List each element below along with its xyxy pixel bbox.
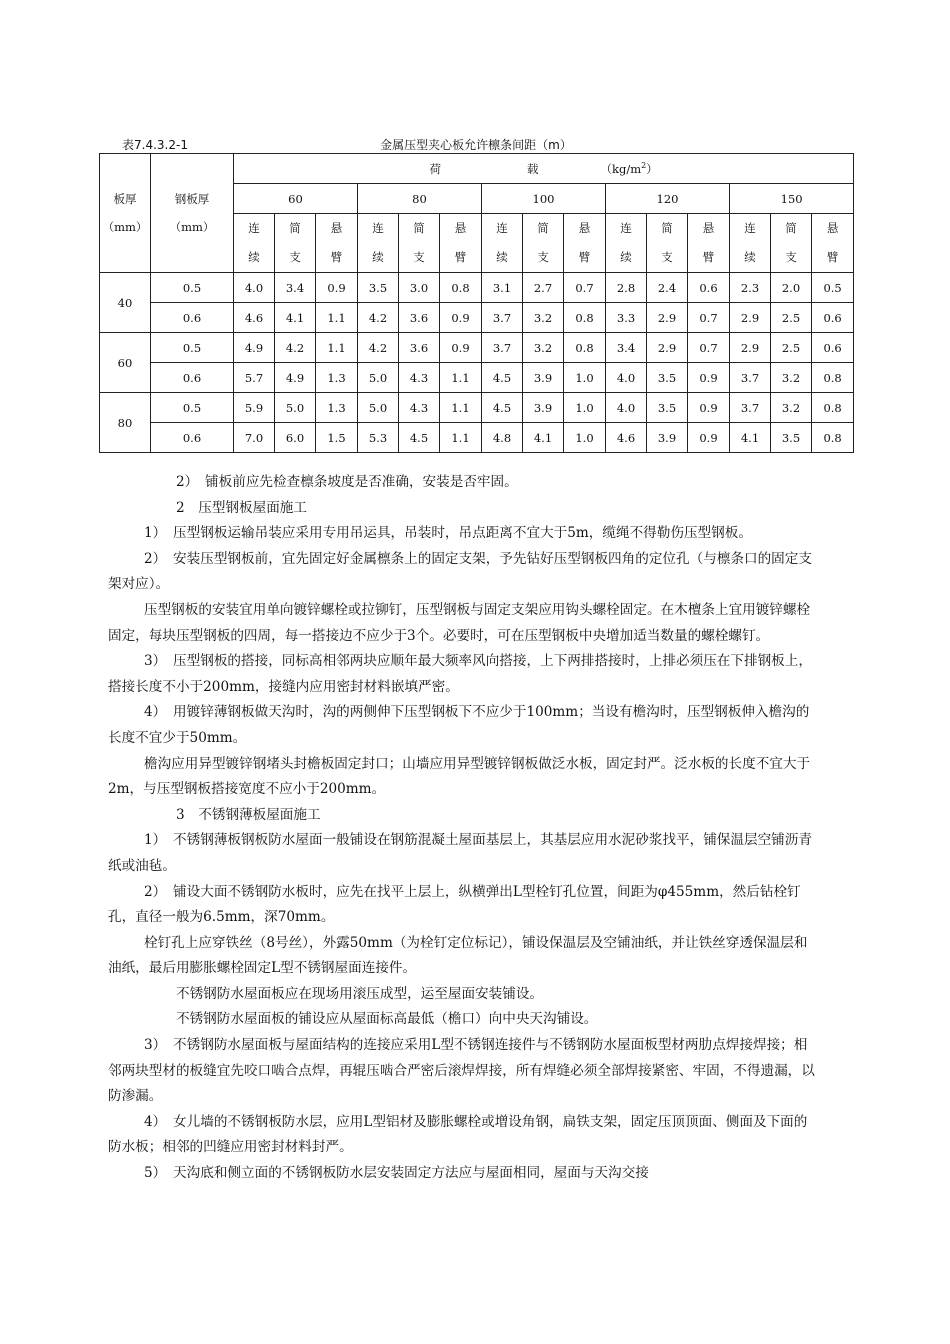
- paragraph: 1） 不锈钢薄板钢板防水屋面一般铺设在钢筋混凝土屋面基层上，其基层应用水泥砂浆找平，铺保温层空铺沥青纸或油毡。: [108, 832, 812, 874]
- spacing-value-cell: 4.6: [234, 303, 275, 333]
- sub-header: 悬 臂: [812, 214, 854, 273]
- spacing-value-cell: 3.7: [482, 333, 523, 363]
- spacing-value-cell: 5.0: [358, 393, 399, 423]
- spacing-value-cell: 3.5: [647, 363, 688, 393]
- spacing-value-cell: 3.9: [647, 423, 688, 453]
- steel-thickness-cell: 0.6: [151, 303, 234, 333]
- table-number: 表7.4.3.2-1: [122, 138, 188, 152]
- spacing-value-cell: 5.9: [234, 393, 275, 423]
- table-caption: [100, 136, 852, 152]
- paragraph: 4） 女儿墙的不锈钢板防水层，应用L型铝材及膨胀螺栓或增设角钢，扁铁支架，固定压顶顶面、侧面及下面的防水板；相邻的凹缝应用密封材料封严。: [108, 1113, 808, 1156]
- load-header-80: 80: [358, 184, 482, 214]
- spacing-value-cell: 4.9: [275, 363, 316, 393]
- spacing-value-cell: 1.3: [316, 363, 358, 393]
- spacing-value-cell: 0.7: [688, 333, 730, 363]
- spacing-value-cell: 7.0: [234, 423, 275, 453]
- spacing-value-cell: 2.4: [647, 273, 688, 303]
- spacing-value-cell: 3.2: [771, 393, 812, 423]
- spacing-value-cell: 3.6: [399, 303, 440, 333]
- spacing-value-cell: 1.1: [440, 393, 482, 423]
- spacing-value-cell: 1.1: [316, 303, 358, 333]
- spacing-value-cell: 4.5: [399, 423, 440, 453]
- spacing-value-cell: 4.2: [358, 333, 399, 363]
- spacing-value-cell: 0.5: [812, 273, 854, 303]
- spacing-value-cell: 1.0: [564, 423, 606, 453]
- body-text: [108, 470, 820, 1187]
- spacing-value-cell: 1.5: [316, 423, 358, 453]
- spacing-value-cell: 3.9: [523, 393, 564, 423]
- spacing-value-cell: 0.9: [440, 303, 482, 333]
- sub-header: 连 续: [358, 214, 399, 273]
- spacing-value-cell: 4.0: [234, 273, 275, 303]
- spacing-value-cell: 0.9: [440, 333, 482, 363]
- spacing-value-cell: 4.8: [482, 423, 523, 453]
- sub-header: 简 支: [647, 214, 688, 273]
- spacing-value-cell: 0.8: [812, 423, 854, 453]
- spacing-value-cell: 0.9: [688, 363, 730, 393]
- steel-thickness-cell: 0.5: [151, 393, 234, 423]
- paragraph: 栓钉孔上应穿铁丝（8号丝），外露50mm（为栓钉定位标记），铺设保温层及空铺油纸，并让铁丝穿透保温层和油纸，最后用膨胀螺栓固定L型不锈钢屋面连接件。: [108, 934, 808, 977]
- spacing-value-cell: 2.9: [730, 303, 771, 333]
- sub-header: 简 支: [275, 214, 316, 273]
- spacing-value-cell: 4.5: [482, 363, 523, 393]
- spacing-value-cell: 3.5: [647, 393, 688, 423]
- sub-header: 简 支: [523, 214, 564, 273]
- load-header-120: 120: [606, 184, 730, 214]
- spacing-value-cell: 4.3: [399, 393, 440, 423]
- sub-header: 悬 臂: [440, 214, 482, 273]
- table-row: [100, 363, 854, 393]
- header-steel-thickness: 钢板厚 （mm）: [151, 154, 234, 273]
- paragraph: 不锈钢防水屋面板应在现场用滚压成型，运至屋面安装铺设。: [176, 985, 544, 1002]
- table-row: [100, 273, 854, 303]
- spacing-value-cell: 1.1: [440, 363, 482, 393]
- spacing-value-cell: 0.6: [812, 333, 854, 363]
- spacing-value-cell: 3.0: [399, 273, 440, 303]
- paragraph: 3） 不锈钢防水屋面板与屋面结构的连接应采用L型不锈钢连接件与不锈钢防水屋面板型材两肋点焊接焊接；相邻两块型材的板缝宜先咬口啮合点焊，再辊压啮合严密后滚焊焊接，所有焊缝必须全部焊接紧密、牢固，不得遗漏，以防渗漏。: [108, 1037, 815, 1105]
- paragraph: 2） 铺板前应先检查檩条坡度是否准确，安装是否牢固。: [176, 474, 518, 490]
- spacing-value-cell: 0.8: [812, 363, 854, 393]
- spacing-value-cell: 2.9: [647, 303, 688, 333]
- spacing-value-cell: 2.9: [730, 333, 771, 363]
- header-board-thickness: 板厚 （mm）: [100, 154, 151, 273]
- sub-header: 连 续: [234, 214, 275, 273]
- spacing-value-cell: 6.0: [275, 423, 316, 453]
- spacing-value-cell: 3.7: [482, 303, 523, 333]
- paragraph: 不锈钢防水屋面板的铺设应从屋面标高最低（檐口）向中央天沟铺设。: [176, 1011, 598, 1028]
- paragraph: 4） 用镀锌薄钢板做天沟时，沟的两侧伸下压型钢板下不应少于100mm；当设有檐沟时，压型钢板伸入檐沟的长度不宜少于50mm。: [108, 704, 810, 746]
- spacing-value-cell: 3.7: [730, 393, 771, 423]
- spacing-value-cell: 1.1: [316, 333, 358, 363]
- spacing-value-cell: 0.7: [688, 303, 730, 333]
- spacing-value-cell: 0.9: [688, 393, 730, 423]
- spacing-value-cell: 4.6: [606, 423, 647, 453]
- paragraph: 2） 安装压型钢板前，宜先固定好金属檩条上的固定支架，予先钻好压型钢板四角的定位孔（与檩条口的固定支架对应）。: [108, 550, 812, 593]
- sub-header: 连 续: [730, 214, 771, 273]
- spacing-value-cell: 2.7: [523, 273, 564, 303]
- spacing-value-cell: 0.9: [688, 423, 730, 453]
- spacing-value-cell: 3.5: [771, 423, 812, 453]
- sub-header: 连 续: [606, 214, 647, 273]
- spacing-value-cell: 0.6: [812, 303, 854, 333]
- spacing-value-cell: 4.1: [523, 423, 564, 453]
- table-title: 金属压型夹心板允许檩条间距（m）: [380, 138, 572, 152]
- spacing-value-cell: 4.1: [730, 423, 771, 453]
- spacing-value-cell: 2.9: [647, 333, 688, 363]
- spacing-value-cell: 0.7: [564, 273, 606, 303]
- spacing-value-cell: 4.0: [606, 393, 647, 423]
- paragraph: 檐沟应用异型镀锌钢堵头封檐板固定封口；山墙应用异型镀锌钢板做泛水板，固定封严。泛水板的长度不宜大于2m，与压型钢板搭接宽度不应小于200mm。: [108, 755, 811, 798]
- spacing-value-cell: 2.0: [771, 273, 812, 303]
- spacing-value-cell: 3.4: [275, 273, 316, 303]
- spacing-value-cell: 4.1: [275, 303, 316, 333]
- spacing-value-cell: 4.2: [358, 303, 399, 333]
- spacing-value-cell: 1.0: [564, 363, 606, 393]
- spacing-value-cell: 5.0: [275, 393, 316, 423]
- spacing-value-cell: 5.0: [358, 363, 399, 393]
- spacing-value-cell: 4.3: [399, 363, 440, 393]
- sub-header: 悬 臂: [688, 214, 730, 273]
- header-load: 荷 载 （kg/m2）: [234, 154, 854, 184]
- steel-thickness-cell: 0.6: [151, 423, 234, 453]
- spacing-value-cell: 2.5: [771, 333, 812, 363]
- spacing-value-cell: 4.9: [234, 333, 275, 363]
- spacing-value-cell: 5.7: [234, 363, 275, 393]
- table-row: [100, 393, 854, 423]
- paragraph: 压型钢板的安装宜用单向镀锌螺栓或拉铆钉，压型钢板与固定支架应用钩头螺栓固定。在木檀条上宜用镀锌螺栓固定，每块压型钢板的四周，每一搭接边不应少于3个。必要时，可在压型钢板中央增加适当数量的螺栓螺钉。: [108, 601, 811, 644]
- spacing-value-cell: 3.2: [523, 303, 564, 333]
- steel-thickness-cell: 0.5: [151, 273, 234, 303]
- spacing-value-cell: 2.5: [771, 303, 812, 333]
- table-row: [100, 303, 854, 333]
- spacing-value-cell: 1.0: [564, 393, 606, 423]
- spacing-value-cell: 3.6: [399, 333, 440, 363]
- spacing-value-cell: 3.5: [358, 273, 399, 303]
- paragraph: 3） 压型钢板的搭接，同标高相邻两块应顺年最大频率风向搭接，上下两排搭接时，上排必须压在下排钢板上，搭接长度不小于200mm，接缝内应用密封材料嵌填严密。: [108, 653, 812, 695]
- spacing-value-cell: 0.8: [564, 303, 606, 333]
- load-header-150: 150: [730, 184, 854, 214]
- spacing-value-cell: 4.0: [606, 363, 647, 393]
- spacing-value-cell: 0.6: [688, 273, 730, 303]
- spacing-value-cell: 0.8: [440, 273, 482, 303]
- spacing-value-cell: 3.4: [606, 333, 647, 363]
- sub-header: 连 续: [482, 214, 523, 273]
- spacing-value-cell: 3.3: [606, 303, 647, 333]
- spacing-value-cell: 4.5: [482, 393, 523, 423]
- spacing-value-cell: 1.1: [440, 423, 482, 453]
- board-thickness-cell: 80: [100, 393, 151, 453]
- spacing-value-cell: 2.8: [606, 273, 647, 303]
- spacing-value-cell: 2.3: [730, 273, 771, 303]
- steel-thickness-cell: 0.6: [151, 363, 234, 393]
- spacing-table: [99, 153, 854, 453]
- spacing-value-cell: 5.3: [358, 423, 399, 453]
- spacing-value-cell: 0.9: [316, 273, 358, 303]
- sub-header: 悬 臂: [316, 214, 358, 273]
- spacing-value-cell: 3.7: [730, 363, 771, 393]
- paragraph: 2 压型钢板屋面施工: [176, 499, 307, 516]
- paragraph: 5） 天沟底和侧立面的不锈钢板防水层安装固定方法应与屋面相同，屋面与天沟交接: [144, 1165, 649, 1182]
- load-header-60: 60: [234, 184, 358, 214]
- table-row: [100, 333, 854, 363]
- sub-header: 简 支: [399, 214, 440, 273]
- spacing-value-cell: 3.1: [482, 273, 523, 303]
- spacing-value-cell: 3.2: [523, 333, 564, 363]
- spacing-value-cell: 1.3: [316, 393, 358, 423]
- paragraph: 2） 铺设大面不锈钢防水板时，应先在找平上层上，纵横弹出L型栓钉孔位置，间距为φ455mm，然后钻栓钉孔，直径一般为6.5mm，深70mm。: [108, 883, 801, 926]
- spacing-value-cell: 3.9: [523, 363, 564, 393]
- spacing-value-cell: 3.2: [771, 363, 812, 393]
- spacing-value-cell: 0.8: [812, 393, 854, 423]
- spacing-value-cell: 4.2: [275, 333, 316, 363]
- steel-thickness-cell: 0.5: [151, 333, 234, 363]
- spacing-value-cell: 0.8: [564, 333, 606, 363]
- board-thickness-cell: 40: [100, 273, 151, 333]
- board-thickness-cell: 60: [100, 333, 151, 393]
- sub-header: 简 支: [771, 214, 812, 273]
- load-header-100: 100: [482, 184, 606, 214]
- table-row: [100, 423, 854, 453]
- paragraph: 3 不锈钢薄板屋面施工: [176, 806, 321, 823]
- paragraph: 1） 压型钢板运输吊装应采用专用吊运具，吊装时，吊点距离不宜大于5m，缆绳不得勒伤压型钢板。: [144, 525, 752, 542]
- sub-header: 悬 臂: [564, 214, 606, 273]
